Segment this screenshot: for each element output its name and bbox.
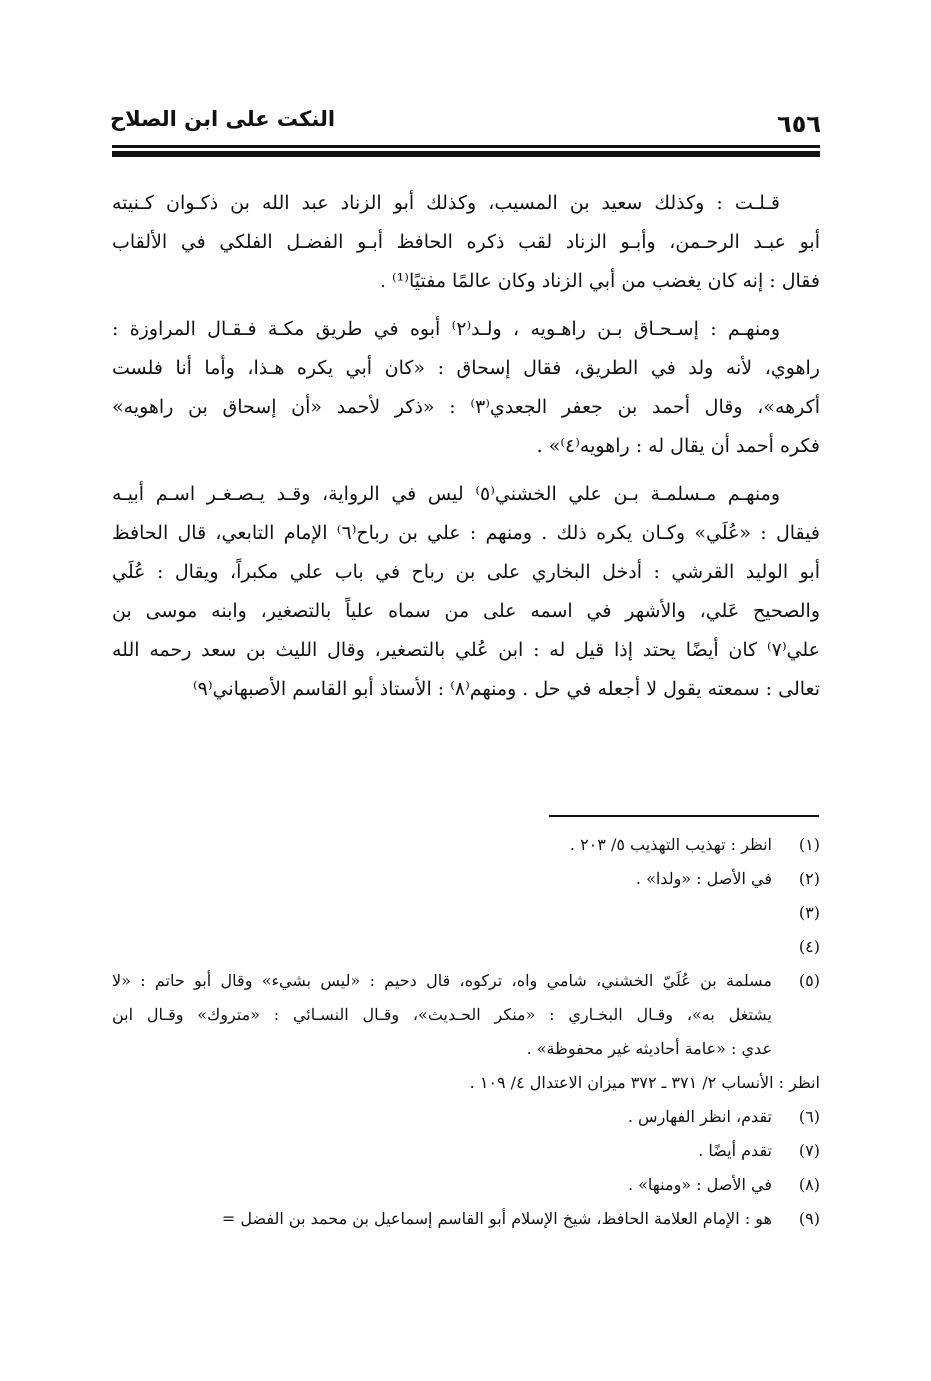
footnote-text: هو : الإمام العلامة الحافظ، شيخ الإسلام أبو القاسم إسماعيل بن محمد بن الفضل = — [221, 1209, 772, 1228]
footnote-number: (٨) — [798, 1175, 820, 1194]
text-line: فقال : إنه كان يغضب من أبي الزناد وكان عالمًا مفتيًا⁽¹⁾ . — [379, 270, 820, 292]
text-line: أكرهه»، وقال أحمد بن جعفر الجعدي⁽٣⁾ : «ذكر لأحمد «أن إسحاق بن راهويه» — [112, 396, 820, 418]
footnote-5-reference — [112, 1066, 820, 1100]
footnote-number: (١) — [798, 835, 820, 854]
footnote-7 — [112, 1134, 820, 1168]
footnote-text: تقدم، انظر الفهارس . — [627, 1107, 772, 1126]
footnote-number: (٤) — [798, 937, 820, 956]
text-line: ومنهـم : إسـحـاق بـن راهـويه ، ولـد⁽٢⁾ أبوه في طريق مكـة فـقـال المراوزة : — [112, 318, 780, 340]
footnote-6 — [112, 1100, 820, 1134]
paragraph-2 — [112, 310, 820, 466]
footnote-number: (٦) — [798, 1107, 820, 1126]
running-header-title: النكت على ابن الصلاح — [110, 107, 336, 131]
text-line: علي⁽٧⁾ كان أيضًا يحتد إذا قيل له : ابن عُلي بالتصغير، وقال الليث بن سعد رحمه الله — [112, 639, 820, 661]
footnote-number: (٩) — [798, 1209, 820, 1228]
paragraph-3 — [112, 475, 820, 709]
text-line: ومنهـم مـسلمـة بـن علي الخشني⁽٥⁾ ليس في الرواية، وقـد يـصـغـر اسـم أبيـه — [112, 483, 780, 505]
footnote-separator — [549, 815, 819, 817]
footnote-number: (٥) — [798, 971, 820, 990]
footnote-text: مسلمة بن عُلَيّ الخشني، شامي واه، تركوه، قال دحيم : «ليس بشيء» وقال أبو حاتم : «لا — [112, 971, 772, 990]
footnote-text: تقدم أيضًا . — [698, 1141, 772, 1160]
footnote-3 — [112, 896, 820, 930]
text-line: أبو الوليد القرشي : أدخل البخاري على بن رباح في باب علي مكبراً، ويقال : عُلَي — [112, 561, 820, 583]
footnote-2 — [112, 862, 820, 896]
text-line: أبو عبـد الرحـمن، وأبـو الزناد لقب ذكره الحافظ أبـو الفضـل الفلكي في الألقاب — [112, 231, 820, 253]
footnote-text: يشتغل به»، وقـال البخـاري : «منكر الحـديث»، وقـال النسـائي : «متروك» وقـال ابن — [112, 1005, 772, 1024]
footnote-text: في الأصل : «ولدا» . — [635, 869, 772, 888]
footnote-text: انظر : الأنساب ٢/ ٣٧١ ـ ٣٧٢ ميزان الاعتدال ٤/ ١٠٩ . — [469, 1073, 820, 1092]
footnote-number: (٧) — [798, 1141, 820, 1160]
header-rule-thin — [112, 145, 820, 148]
footnote-5 — [112, 964, 820, 1066]
footnote-1 — [112, 828, 820, 862]
footnote-text: انظر : تهذيب التهذيب ٥/ ٢٠٣ . — [569, 835, 772, 854]
text-line: تعالى : سمعته يقول لا أجعله في حل . ومنهم⁽٨⁾ : الأستاذ أبو القاسم الأصبهاني⁽٩⁾ — [192, 678, 820, 700]
main-text — [112, 184, 820, 718]
text-line: فكره أحمد أن يقال له : راهويه⁽٤⁾» . — [536, 435, 820, 457]
footnote-number: (٢) — [798, 869, 820, 888]
footnote-9 — [112, 1202, 820, 1236]
footnote-text: في الأصل : «ومنها» . — [627, 1175, 772, 1194]
footnote-4 — [112, 930, 820, 964]
footnote-8 — [112, 1168, 820, 1202]
header-rule-thick — [112, 151, 820, 157]
paragraph-1 — [112, 184, 820, 301]
text-line: فيقال : «عُلَي» وكـان يكره ذلك . ومنهم : علي بن رباح⁽٦⁾ الإمام التابعي، قال الحافظ — [112, 522, 820, 544]
footnote-number: (٣) — [798, 903, 820, 922]
text-line: راهوي، لأنه ولد في الطريق، فقال إسحاق : «كان أبي يكره هـذا، وأما أنا فلست — [112, 357, 820, 379]
text-line: والصحيح عَلي، والأشهر في اسمه على من سماه علياً بالتصغير، وابنه موسى بن — [112, 600, 820, 622]
text-line: قـلـت : وكذلك سعيد بن المسيب، وكذلك أبو الزناد عبد الله بن ذكـوان كـنيته — [112, 192, 780, 214]
footnotes — [112, 828, 820, 1236]
footnote-text: عدي : «عامة أحاديثه غير محفوظة» . — [526, 1039, 772, 1058]
page-number: ٦٥٦ — [777, 110, 821, 138]
